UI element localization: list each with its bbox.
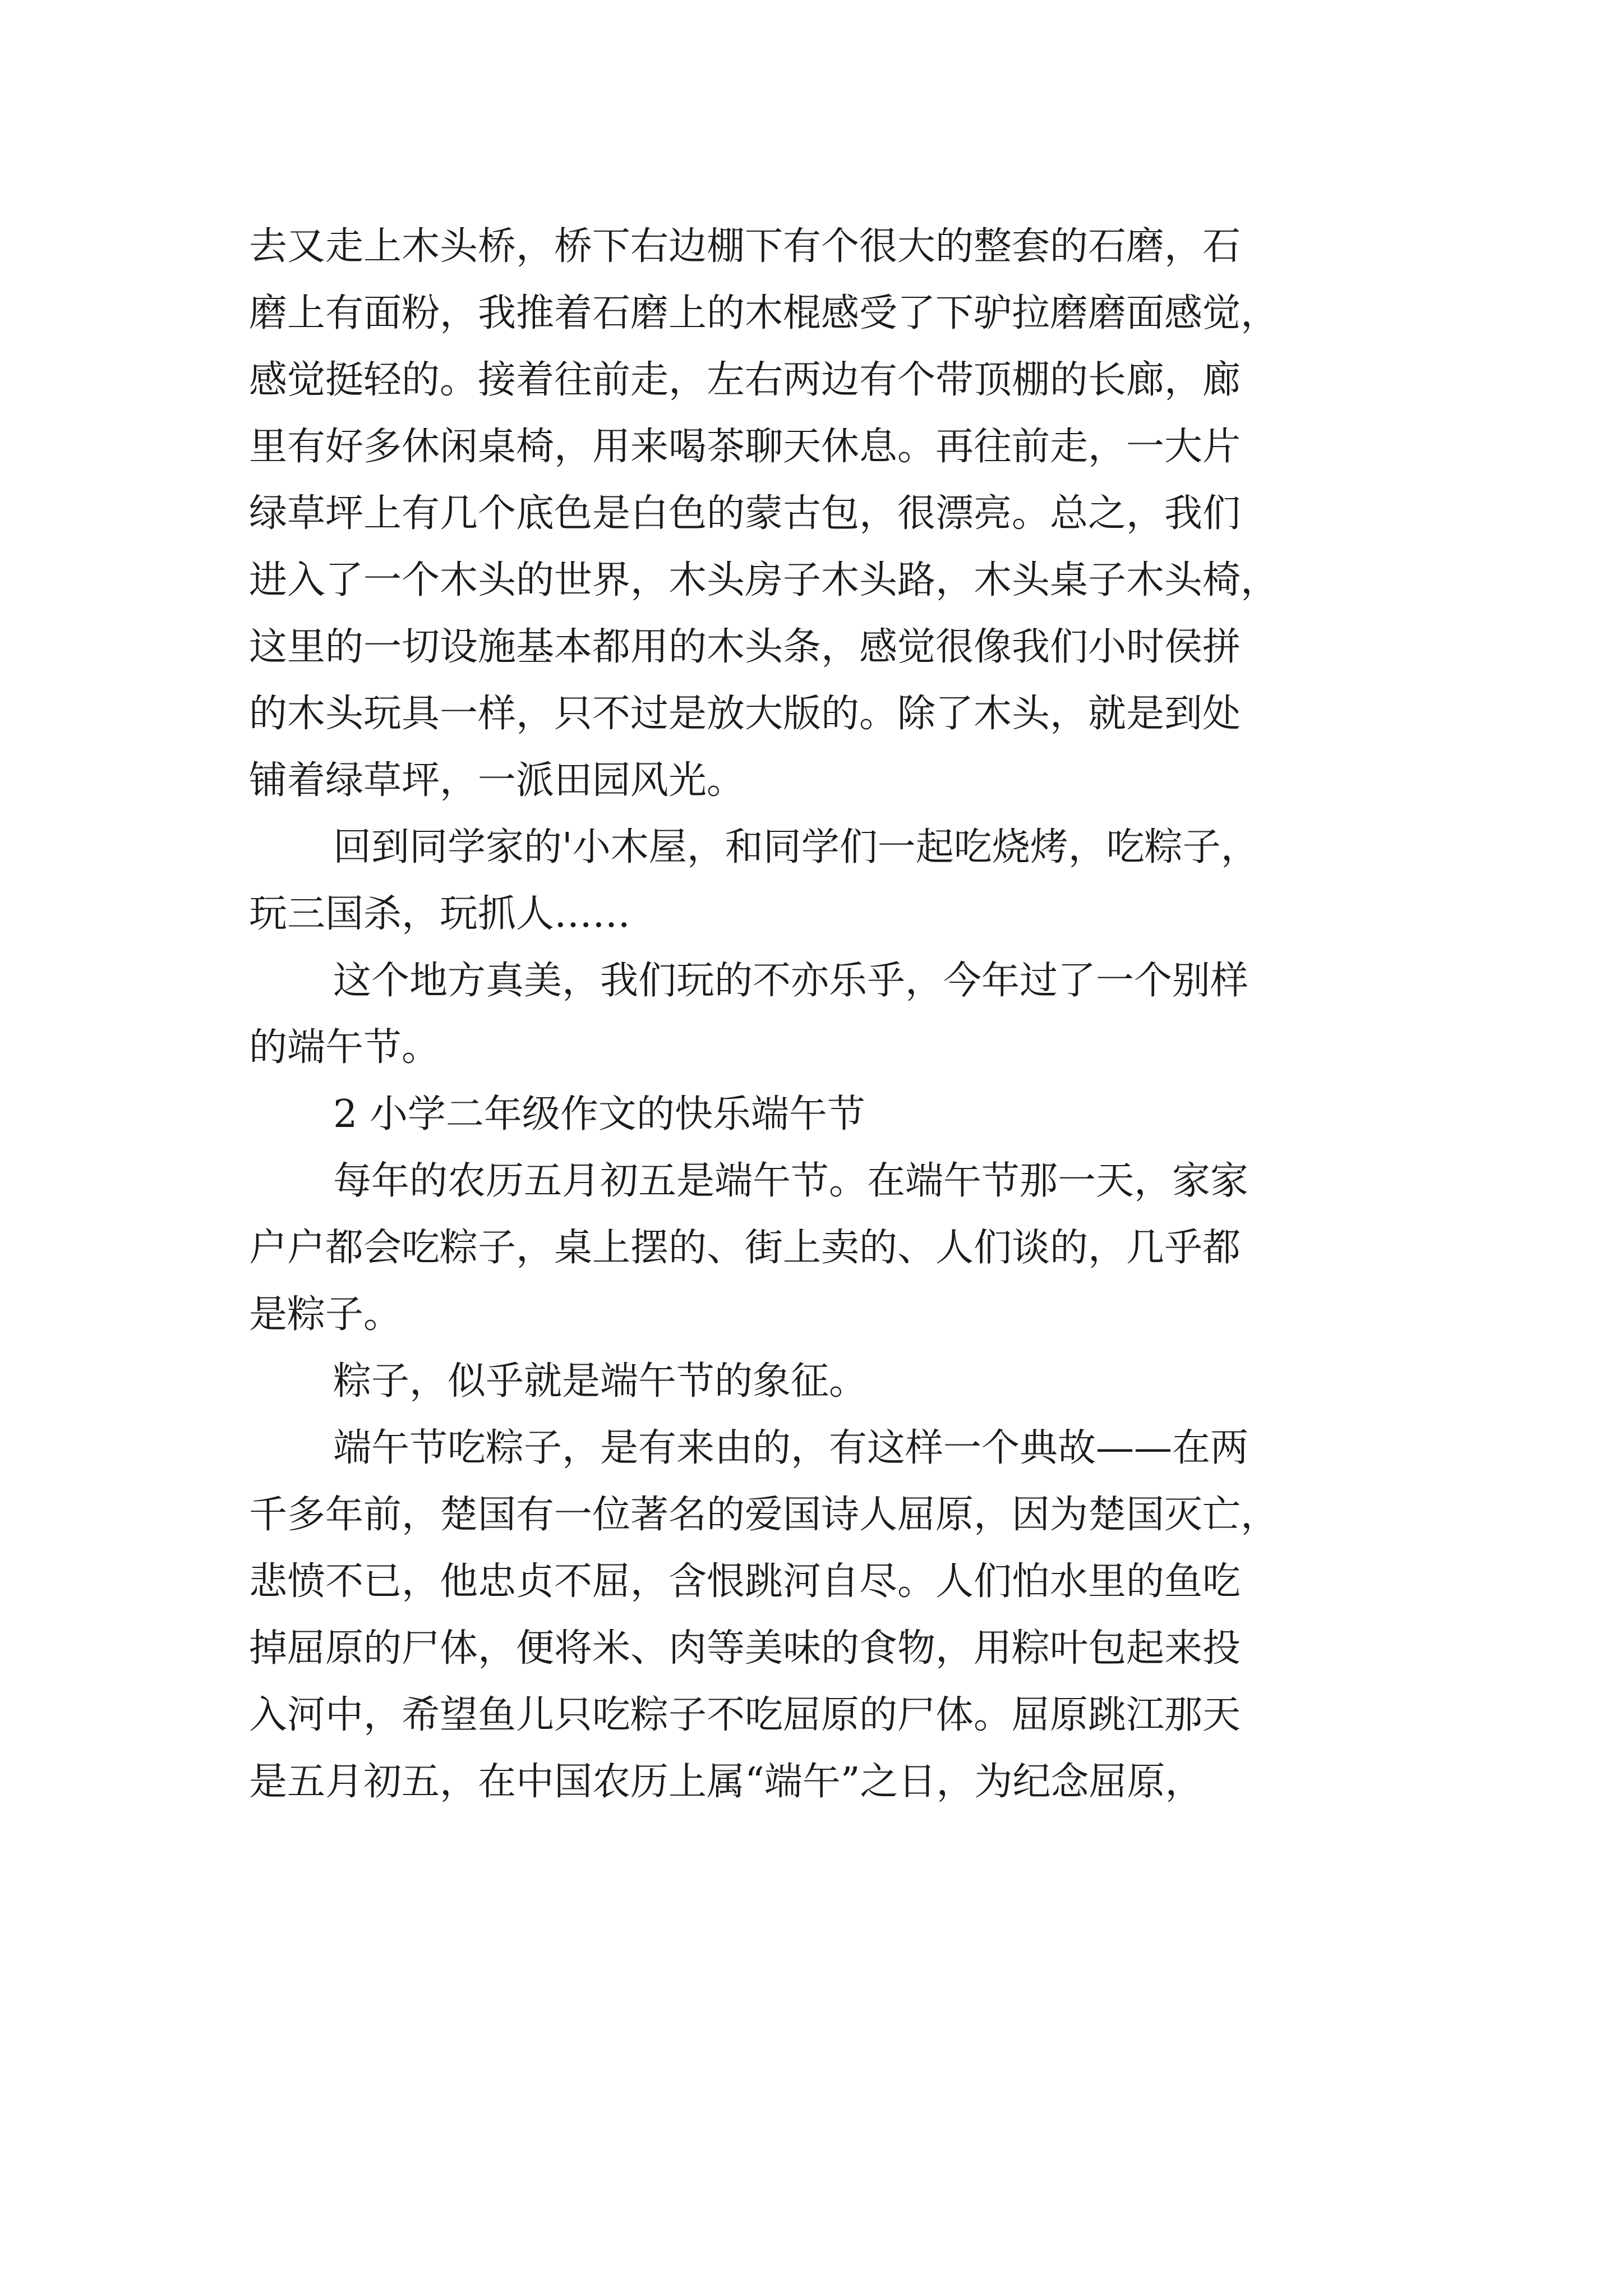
text-line: 掉屈原的尸体，便将米、肉等美味的食物，用粽叶包起来投: [249, 1626, 1241, 1671]
text-line: 每年的农历五月初五是端午节。在端午节那一天，家家: [333, 1159, 1249, 1203]
text-line: 去又走上木头桥，桥下右边棚下有个很大的整套的石磨，石: [249, 224, 1241, 269]
text-line: 这个地方真美，我们玩的不亦乐乎，今年过了一个别样: [333, 959, 1249, 1003]
text-line: 里有好多休闲桌椅，用来喝茶聊天休息。再往前走，一大片: [249, 425, 1241, 469]
text-line: 磨上有面粉，我推着石磨上的木棍感受了下驴拉磨磨面感觉，: [249, 291, 1279, 335]
document-body: [249, 213, 1438, 1815]
text-line: 端午节吃粽子，是有来由的，有这样一个典故——在两: [333, 1426, 1249, 1470]
text-line: 铺着绿草坪，一派田园风光。: [249, 758, 745, 803]
text-line: 悲愤不已，他忠贞不屈，含恨跳河自尽。人们怕水里的鱼吃: [249, 1559, 1241, 1604]
text-line: 是五月初五，在中国农历上属“端午”之日，为纪念屈原，: [249, 1760, 1204, 1804]
text-line: 的端午节。: [249, 1025, 440, 1070]
text-line: 进入了一个木头的世界，木头房子木头路，木头桌子木头椅，: [249, 558, 1279, 602]
text-line: 是粽子。: [249, 1292, 402, 1337]
text-line: 粽子，似乎就是端午节的象征。: [333, 1359, 868, 1404]
text-line: 回到同学家的'小木屋，和同学们一起吃烧烤，吃粽子，: [333, 825, 1259, 869]
text-line: 感觉挺轻的。接着往前走，左右两边有个带顶棚的长廊，廊: [249, 358, 1241, 402]
text-line: 的木头玩具一样，只不过是放大版的。除了木头，就是到处: [249, 692, 1241, 736]
text-line: 玩三国杀，玩抓人……: [249, 892, 631, 936]
text-line: 绿草坪上有几个底色是白色的蒙古包，很漂亮。总之，我们: [249, 491, 1241, 536]
text-line: 千多年前，楚国有一位著名的爱国诗人屈原，因为楚国灭亡，: [249, 1493, 1279, 1537]
text-line: 这里的一切设施基本都用的木头条，感觉很像我们小时侯拼: [249, 625, 1241, 669]
section-heading: 2 小学二年级作文的快乐端午节: [333, 1092, 865, 1137]
text-line: 户户都会吃粽子，桌上摆的、街上卖的、人们谈的，几乎都: [249, 1226, 1241, 1270]
text-line: 入河中，希望鱼儿只吃粽子不吃屈原的尸体。屈原跳江那天: [249, 1693, 1241, 1737]
